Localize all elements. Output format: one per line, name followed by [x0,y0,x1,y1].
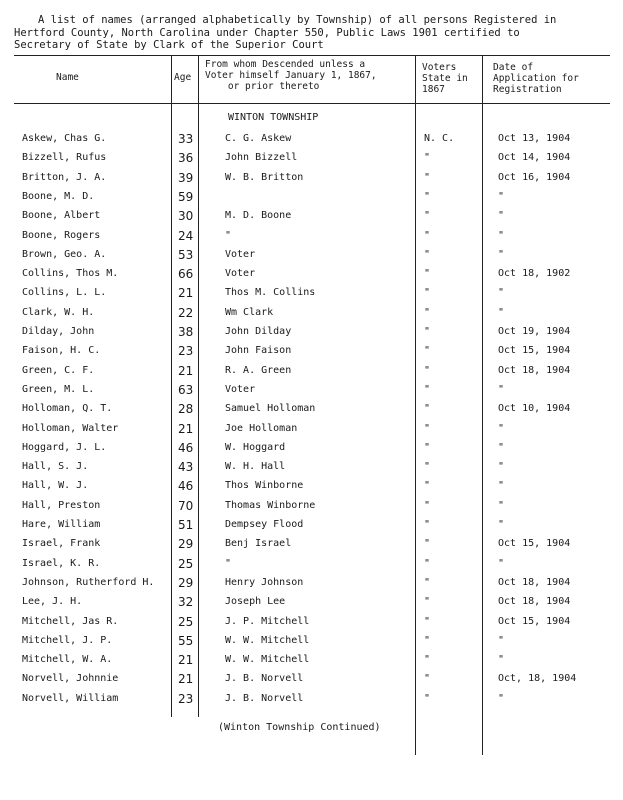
cell-date: Oct 16, 1904 [498,172,571,183]
cell-age: 70 [178,499,194,513]
cell-name: Mitchell, Jas R. [22,616,119,627]
cell-name: Collins, Thos M. [22,268,119,279]
header-voters-state: Voters State in 1867 [422,62,468,95]
cell-name: Collins, L. L. [22,287,107,298]
cell-voters-state: " [424,519,431,530]
cell-from: John Dilday [225,326,292,337]
cell-age: 46 [178,441,194,455]
cell-voters-state: " [424,693,431,704]
cell-age: 29 [178,537,194,551]
cell-date: " [498,210,505,221]
cell-name: Britton, J. A. [22,172,107,183]
cell-date: Oct 10, 1904 [498,403,571,414]
cell-name: Mitchell, W. A. [22,654,113,665]
caption-line-3: Secretary of State by Clark of the Superior Court [14,39,324,51]
cell-date: " [498,461,505,472]
cell-from: Dempsey Flood [225,519,304,530]
cell-age: 59 [178,190,194,204]
cell-age: 21 [178,422,194,436]
cell-voters-state: " [424,596,431,607]
cell-date: " [498,423,505,434]
header-name: Name [56,72,79,83]
cell-name: Hoggard, J. L. [22,442,107,453]
cell-voters-state: " [424,210,431,221]
col-divider-age-right [198,55,199,717]
cell-age: 21 [178,672,194,686]
cell-from: Thos M. Collins [225,287,316,298]
cell-name: Brown, Geo. A. [22,249,107,260]
cell-voters-state: " [424,152,431,163]
cell-name: Boone, M. D. [22,191,95,202]
cell-from: W. B. Britton [225,172,304,183]
cell-name: Green, C. F. [22,365,95,376]
cell-date: " [498,558,505,569]
cell-name: Dilday, John [22,326,95,337]
cell-voters-state: " [424,307,431,318]
cell-name: Norvell, Johnnie [22,673,119,684]
cell-name: Clark, W. H. [22,307,95,318]
cell-voters-state: " [424,268,431,279]
cell-date: " [498,693,505,704]
cell-date: " [498,654,505,665]
cell-from: M. D. Boone [225,210,292,221]
header-age: Age [174,72,192,83]
cell-voters-state: " [424,442,431,453]
cell-age: 22 [178,306,194,320]
cell-age: 25 [178,557,194,571]
cell-from: Voter [225,384,256,395]
cell-age: 33 [178,132,194,146]
cell-date: " [498,442,505,453]
header-bottom-rule [14,103,610,104]
cell-date: " [498,500,505,511]
cell-name: Johnson, Rutherford H. [22,577,155,588]
cell-voters-state: " [424,538,431,549]
cell-name: Lee, J. H. [22,596,83,607]
cell-name: Hall, Preston [22,500,101,511]
cell-voters-state: " [424,326,431,337]
cell-voters-state: " [424,384,431,395]
cell-voters-state: " [424,365,431,376]
cell-date: " [498,249,505,260]
cell-voters-state: " [424,230,431,241]
cell-from: Samuel Holloman [225,403,316,414]
cell-from: Thos Winborne [225,480,304,491]
cell-date: Oct 15, 1904 [498,345,571,356]
cell-age: 24 [178,229,194,243]
cell-age: 21 [178,364,194,378]
cell-from: Thomas Winborne [225,500,316,511]
cell-from: C. G. Askew [225,133,292,144]
cell-date: Oct 14, 1904 [498,152,571,163]
cell-date: " [498,519,505,530]
col-divider-voters-left [415,55,416,755]
cell-age: 23 [178,344,194,358]
cell-age: 53 [178,248,194,262]
col-divider-age-left [171,55,172,717]
cell-voters-state: " [424,461,431,472]
cell-date: " [498,230,505,241]
cell-from: Benj Israel [225,538,292,549]
cell-voters-state: " [424,577,431,588]
cell-date: Oct 15, 1904 [498,616,571,627]
cell-voters-state: " [424,654,431,665]
cell-date: " [498,635,505,646]
cell-age: 28 [178,402,194,416]
cell-from: W. Hoggard [225,442,286,453]
cell-name: Faison, H. C. [22,345,101,356]
cell-name: Hall, S. J. [22,461,89,472]
cell-voters-state: " [424,558,431,569]
cell-name: Bizzell, Rufus [22,152,107,163]
cell-from: W. W. Mitchell [225,635,310,646]
cell-age: 23 [178,692,194,706]
header-descended: From whom Descended unless a Voter himself January 1, 1867, or prior thereto [205,59,377,92]
cell-from: R. A. Green [225,365,292,376]
cell-date: " [498,480,505,491]
cell-name: Mitchell, J. P. [22,635,113,646]
cell-date: " [498,287,505,298]
cell-age: 30 [178,209,194,223]
cell-from: Voter [225,249,256,260]
cell-voters-state: " [424,191,431,202]
cell-age: 46 [178,479,194,493]
cell-date: Oct 18, 1902 [498,268,571,279]
cell-age: 25 [178,615,194,629]
cell-date: " [498,307,505,318]
cell-date: Oct 18, 1904 [498,365,571,376]
cell-name: Boone, Rogers [22,230,101,241]
col-divider-voters-right [482,55,483,755]
caption-line-1: A list of names (arranged alphabetically by Township) of all persons Registered in [38,14,557,26]
cell-age: 32 [178,595,194,609]
caption-line-2: Hertford County, North Carolina under Chapter 550, Public Laws 1901 certified to [14,26,520,39]
cell-from: W. H. Hall [225,461,286,472]
cell-from: Wm Clark [225,307,274,318]
cell-age: 38 [178,325,194,339]
cell-from: " [225,230,232,241]
cell-date: Oct 18, 1904 [498,577,571,588]
cell-name: Askew, Chas G. [22,133,107,144]
cell-voters-state: " [424,673,431,684]
cell-name: Green, M. L. [22,384,95,395]
cell-name: Israel, K. R. [22,558,101,569]
cell-age: 55 [178,634,194,648]
cell-name: Holloman, Walter [22,423,119,434]
cell-name: Holloman, Q. T. [22,403,113,414]
cell-from: J. B. Norvell [225,673,304,684]
cell-date: Oct 13, 1904 [498,133,571,144]
cell-voters-state: " [424,423,431,434]
cell-age: 39 [178,171,194,185]
caption [14,14,614,52]
section-title: WINTON TOWNSHIP [228,112,319,123]
header-date: Date of Application for Registration [493,62,579,95]
cell-voters-state: N. C. [424,133,455,144]
cell-name: Israel, Frank [22,538,101,549]
cell-voters-state: " [424,172,431,183]
footer-continued: (Winton Township Continued) [218,722,381,733]
cell-from: Henry Johnson [225,577,304,588]
cell-date: " [498,384,505,395]
cell-age: 21 [178,286,194,300]
cell-date: Oct 15, 1904 [498,538,571,549]
cell-age: 21 [178,653,194,667]
cell-age: 36 [178,151,194,165]
cell-from: J. P. Mitchell [225,616,310,627]
cell-voters-state: " [424,480,431,491]
cell-voters-state: " [424,500,431,511]
cell-name: Boone, Albert [22,210,101,221]
cell-from: " [225,558,232,569]
cell-name: Norvell, William [22,693,119,704]
cell-date: " [498,191,505,202]
cell-date: Oct 19, 1904 [498,326,571,337]
cell-age: 63 [178,383,194,397]
cell-from: J. B. Norvell [225,693,304,704]
cell-age: 43 [178,460,194,474]
cell-from: Joe Holloman [225,423,298,434]
cell-voters-state: " [424,403,431,414]
cell-name: Hare, William [22,519,101,530]
cell-date: Oct, 18, 1904 [498,673,577,684]
cell-date: Oct 18, 1904 [498,596,571,607]
cell-age: 29 [178,576,194,590]
cell-from: Voter [225,268,256,279]
cell-name: Hall, W. J. [22,480,89,491]
cell-voters-state: " [424,345,431,356]
table-top-rule [14,55,610,56]
cell-from: John Bizzell [225,152,298,163]
cell-voters-state: " [424,249,431,260]
cell-from: Joseph Lee [225,596,286,607]
cell-voters-state: " [424,616,431,627]
cell-from: W. W. Mitchell [225,654,310,665]
cell-age: 51 [178,518,194,532]
cell-voters-state: " [424,635,431,646]
cell-age: 66 [178,267,194,281]
cell-from: John Faison [225,345,292,356]
cell-voters-state: " [424,287,431,298]
